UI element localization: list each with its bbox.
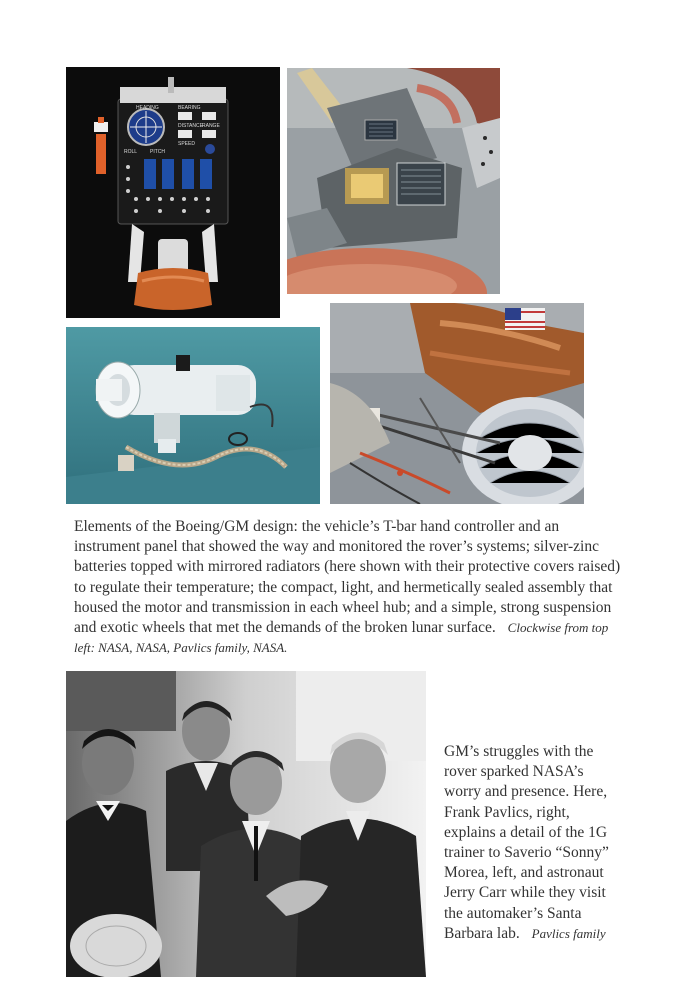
- caption-team-visit-credit: Pavlics family: [531, 925, 606, 941]
- caption-team-visit-text: GM’s struggles with the rover sparked NASA’s worry and presence. Here, Frank Pavlics, right, explains a detail of the 1G trainer to Saverio “Sonny” Morea, left, and astronaut Jerry Carr while they visit the automaker’s Santa Barbara lab.: [444, 743, 609, 942]
- hand-controller-illustration: [66, 67, 280, 318]
- photo-suspension-wheel: [330, 303, 584, 504]
- caption-design-elements-credit: Clockwise from top left: NASA, NASA, Pavlics family, NASA.: [74, 620, 609, 656]
- photo-batteries-radiators: [287, 68, 500, 294]
- panel-label-roll: ROLL: [124, 149, 138, 155]
- team-photo-illustration: [66, 671, 426, 977]
- panel-label-heading: HEADING: [136, 105, 159, 111]
- caption-design-elements-text: Elements of the Boeing/GM design: the vehicle’s T-bar hand controller and an instrument panel that showed the way and monitored the rover’s systems; silver-zinc batteries topped with mirrored radiators (here shown with their protective covers raised) to regulate their temperature; the compact, light, and hermetically sealed assembly that housed the motor and transmission in each wheel hub; and a simple, strong suspension and exotic wheels that met the demands of the broken lunar surface.: [74, 518, 621, 637]
- caption-team-visit: [444, 742, 622, 944]
- panel-label-bearing: BEARING: [178, 105, 201, 111]
- photo-team-trainer-visit: [66, 671, 426, 977]
- panel-label-range: RANGE: [202, 123, 220, 129]
- photo-wheel-motor-assembly: [66, 327, 320, 504]
- panel-label-pitch: PITCH: [150, 149, 165, 155]
- panel-label-distance: DISTANCE: [178, 123, 203, 129]
- panel-label-speed: SPEED: [178, 141, 195, 147]
- batteries-illustration: [287, 68, 500, 294]
- photo-hand-controller-panel: [66, 67, 280, 318]
- wheel-motor-illustration: [66, 327, 320, 504]
- suspension-wheel-illustration: [330, 303, 584, 504]
- caption-design-elements: [74, 517, 622, 658]
